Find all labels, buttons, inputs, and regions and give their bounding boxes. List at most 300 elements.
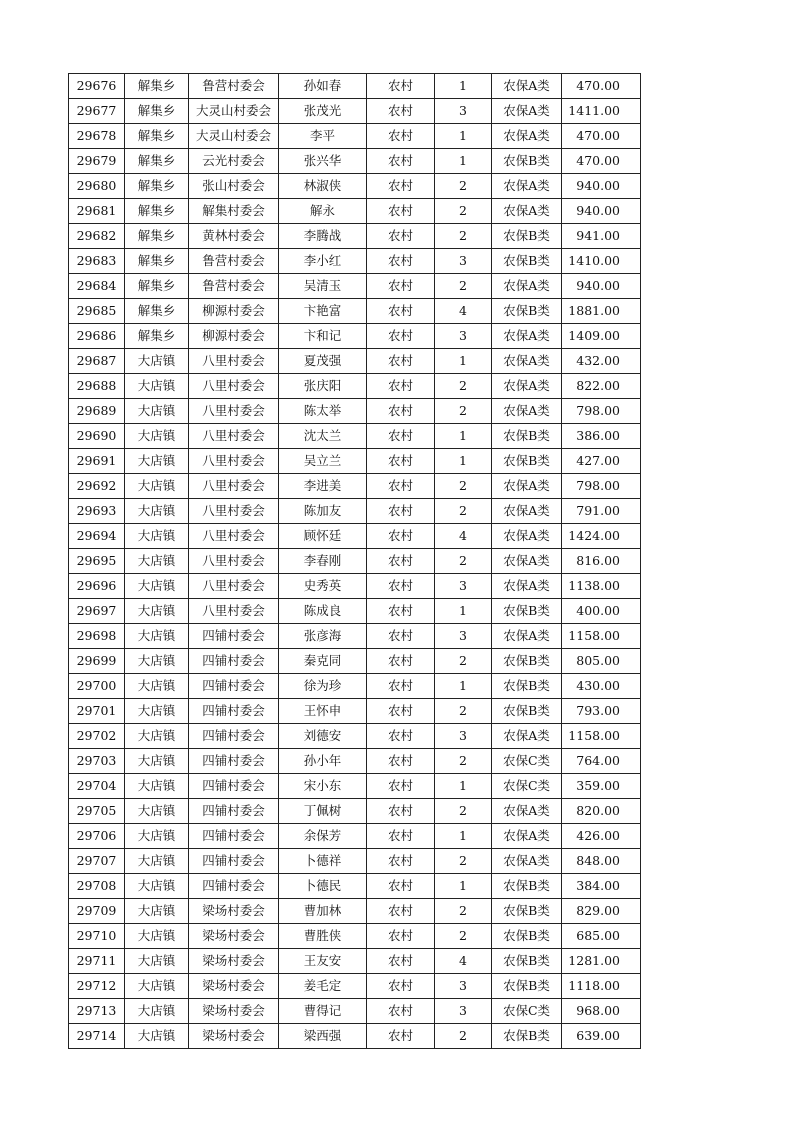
cell-town: 大店镇 <box>125 599 189 624</box>
cell-person-name: 沈太兰 <box>279 424 367 449</box>
cell-town: 大店镇 <box>125 349 189 374</box>
cell-amount: 793.00 <box>562 699 641 724</box>
cell-town: 解集乡 <box>125 124 189 149</box>
cell-area-type: 农村 <box>367 749 435 774</box>
cell-person-name: 陈成良 <box>279 599 367 624</box>
cell-town: 解集乡 <box>125 224 189 249</box>
cell-town: 解集乡 <box>125 99 189 124</box>
cell-village-committee: 八里村委会 <box>189 574 279 599</box>
cell-town: 大店镇 <box>125 624 189 649</box>
table-row <box>69 224 641 249</box>
cell-area-type: 农村 <box>367 249 435 274</box>
cell-area-type: 农村 <box>367 149 435 174</box>
cell-household-count: 1 <box>435 824 492 849</box>
cell-town: 大店镇 <box>125 924 189 949</box>
cell-insurance-category: 农保A类 <box>492 474 562 499</box>
cell-amount: 805.00 <box>562 649 641 674</box>
cell-record-id: 29691 <box>69 449 125 474</box>
cell-amount: 968.00 <box>562 999 641 1024</box>
cell-village-committee: 四铺村委会 <box>189 799 279 824</box>
cell-amount: 427.00 <box>562 449 641 474</box>
cell-household-count: 3 <box>435 99 492 124</box>
table-row <box>69 974 641 999</box>
cell-person-name: 孙如春 <box>279 74 367 99</box>
cell-household-count: 1 <box>435 674 492 699</box>
cell-area-type: 农村 <box>367 924 435 949</box>
cell-household-count: 3 <box>435 724 492 749</box>
cell-record-id: 29689 <box>69 399 125 424</box>
cell-amount: 639.00 <box>562 1024 641 1049</box>
cell-village-committee: 梁场村委会 <box>189 999 279 1024</box>
cell-area-type: 农村 <box>367 849 435 874</box>
cell-insurance-category: 农保A类 <box>492 349 562 374</box>
table-row <box>69 74 641 99</box>
cell-town: 解集乡 <box>125 199 189 224</box>
cell-area-type: 农村 <box>367 949 435 974</box>
cell-area-type: 农村 <box>367 624 435 649</box>
table-body <box>69 74 641 1049</box>
cell-insurance-category: 农保B类 <box>492 599 562 624</box>
table-row <box>69 124 641 149</box>
cell-amount: 1410.00 <box>562 249 641 274</box>
cell-town: 大店镇 <box>125 474 189 499</box>
cell-record-id: 29703 <box>69 749 125 774</box>
table-row <box>69 724 641 749</box>
cell-amount: 470.00 <box>562 124 641 149</box>
cell-household-count: 1 <box>435 424 492 449</box>
cell-insurance-category: 农保A类 <box>492 274 562 299</box>
cell-village-committee: 云光村委会 <box>189 149 279 174</box>
cell-record-id: 29682 <box>69 224 125 249</box>
cell-record-id: 29688 <box>69 374 125 399</box>
cell-record-id: 29700 <box>69 674 125 699</box>
cell-town: 解集乡 <box>125 274 189 299</box>
cell-village-committee: 四铺村委会 <box>189 849 279 874</box>
cell-village-committee: 四铺村委会 <box>189 824 279 849</box>
cell-insurance-category: 农保A类 <box>492 799 562 824</box>
cell-insurance-category: 农保C类 <box>492 749 562 774</box>
cell-town: 大店镇 <box>125 674 189 699</box>
table-row <box>69 99 641 124</box>
cell-household-count: 2 <box>435 849 492 874</box>
cell-record-id: 29706 <box>69 824 125 849</box>
cell-person-name: 李腾战 <box>279 224 367 249</box>
cell-record-id: 29680 <box>69 174 125 199</box>
cell-village-committee: 梁场村委会 <box>189 924 279 949</box>
cell-person-name: 李春刚 <box>279 549 367 574</box>
cell-amount: 764.00 <box>562 749 641 774</box>
cell-area-type: 农村 <box>367 649 435 674</box>
cell-area-type: 农村 <box>367 349 435 374</box>
cell-amount: 940.00 <box>562 274 641 299</box>
cell-person-name: 卜德祥 <box>279 849 367 874</box>
cell-insurance-category: 农保B类 <box>492 924 562 949</box>
cell-area-type: 农村 <box>367 199 435 224</box>
table-row <box>69 424 641 449</box>
cell-person-name: 张彦海 <box>279 624 367 649</box>
cell-record-id: 29696 <box>69 574 125 599</box>
cell-area-type: 农村 <box>367 774 435 799</box>
cell-person-name: 宋小东 <box>279 774 367 799</box>
cell-person-name: 曹得记 <box>279 999 367 1024</box>
cell-amount: 1881.00 <box>562 299 641 324</box>
cell-insurance-category: 农保A类 <box>492 499 562 524</box>
table-row <box>69 874 641 899</box>
cell-town: 大店镇 <box>125 424 189 449</box>
cell-town: 大店镇 <box>125 724 189 749</box>
table-row <box>69 549 641 574</box>
cell-village-committee: 四铺村委会 <box>189 624 279 649</box>
cell-area-type: 农村 <box>367 99 435 124</box>
table-row <box>69 349 641 374</box>
cell-area-type: 农村 <box>367 299 435 324</box>
cell-household-count: 2 <box>435 549 492 574</box>
cell-area-type: 农村 <box>367 999 435 1024</box>
cell-town: 大店镇 <box>125 824 189 849</box>
cell-village-committee: 大灵山村委会 <box>189 124 279 149</box>
cell-amount: 1158.00 <box>562 624 641 649</box>
table-row <box>69 399 641 424</box>
table-row <box>69 249 641 274</box>
cell-village-committee: 八里村委会 <box>189 549 279 574</box>
cell-record-id: 29695 <box>69 549 125 574</box>
cell-insurance-category: 农保B类 <box>492 249 562 274</box>
cell-household-count: 2 <box>435 649 492 674</box>
cell-town: 大店镇 <box>125 374 189 399</box>
cell-village-committee: 四铺村委会 <box>189 749 279 774</box>
cell-insurance-category: 农保B类 <box>492 1024 562 1049</box>
cell-person-name: 余保芳 <box>279 824 367 849</box>
cell-town: 大店镇 <box>125 749 189 774</box>
cell-amount: 798.00 <box>562 399 641 424</box>
cell-insurance-category: 农保B类 <box>492 649 562 674</box>
cell-record-id: 29699 <box>69 649 125 674</box>
cell-record-id: 29685 <box>69 299 125 324</box>
table-row <box>69 199 641 224</box>
cell-household-count: 2 <box>435 174 492 199</box>
cell-amount: 940.00 <box>562 174 641 199</box>
cell-village-committee: 柳源村委会 <box>189 299 279 324</box>
table-row <box>69 849 641 874</box>
cell-record-id: 29676 <box>69 74 125 99</box>
cell-person-name: 吴立兰 <box>279 449 367 474</box>
cell-amount: 470.00 <box>562 74 641 99</box>
cell-area-type: 农村 <box>367 449 435 474</box>
cell-village-committee: 鲁营村委会 <box>189 74 279 99</box>
cell-household-count: 2 <box>435 699 492 724</box>
cell-person-name: 曹胜侠 <box>279 924 367 949</box>
cell-area-type: 农村 <box>367 374 435 399</box>
cell-town: 解集乡 <box>125 74 189 99</box>
cell-insurance-category: 农保A类 <box>492 374 562 399</box>
cell-insurance-category: 农保A类 <box>492 624 562 649</box>
cell-amount: 791.00 <box>562 499 641 524</box>
cell-village-committee: 四铺村委会 <box>189 724 279 749</box>
cell-household-count: 1 <box>435 874 492 899</box>
cell-village-committee: 四铺村委会 <box>189 874 279 899</box>
table-row <box>69 699 641 724</box>
cell-insurance-category: 农保A类 <box>492 549 562 574</box>
cell-area-type: 农村 <box>367 499 435 524</box>
cell-amount: 1281.00 <box>562 949 641 974</box>
cell-record-id: 29678 <box>69 124 125 149</box>
cell-town: 解集乡 <box>125 174 189 199</box>
cell-household-count: 3 <box>435 974 492 999</box>
cell-household-count: 3 <box>435 574 492 599</box>
cell-person-name: 史秀英 <box>279 574 367 599</box>
cell-village-committee: 梁场村委会 <box>189 974 279 999</box>
cell-insurance-category: 农保B类 <box>492 224 562 249</box>
cell-insurance-category: 农保A类 <box>492 324 562 349</box>
cell-record-id: 29709 <box>69 899 125 924</box>
cell-village-committee: 鲁营村委会 <box>189 249 279 274</box>
cell-village-committee: 八里村委会 <box>189 524 279 549</box>
cell-household-count: 2 <box>435 1024 492 1049</box>
cell-town: 解集乡 <box>125 149 189 174</box>
table-row <box>69 174 641 199</box>
cell-household-count: 2 <box>435 224 492 249</box>
cell-person-name: 卞和记 <box>279 324 367 349</box>
cell-record-id: 29697 <box>69 599 125 624</box>
cell-town: 大店镇 <box>125 999 189 1024</box>
cell-amount: 1158.00 <box>562 724 641 749</box>
cell-insurance-category: 农保A类 <box>492 724 562 749</box>
cell-person-name: 徐为珍 <box>279 674 367 699</box>
cell-amount: 1424.00 <box>562 524 641 549</box>
cell-town: 大店镇 <box>125 874 189 899</box>
cell-household-count: 3 <box>435 324 492 349</box>
table-row <box>69 599 641 624</box>
cell-insurance-category: 农保A类 <box>492 99 562 124</box>
cell-area-type: 农村 <box>367 699 435 724</box>
cell-record-id: 29687 <box>69 349 125 374</box>
cell-village-committee: 八里村委会 <box>189 349 279 374</box>
cell-record-id: 29711 <box>69 949 125 974</box>
cell-village-committee: 大灵山村委会 <box>189 99 279 124</box>
cell-village-committee: 四铺村委会 <box>189 649 279 674</box>
cell-area-type: 农村 <box>367 74 435 99</box>
table-row <box>69 899 641 924</box>
cell-person-name: 夏茂强 <box>279 349 367 374</box>
cell-record-id: 29707 <box>69 849 125 874</box>
cell-amount: 400.00 <box>562 599 641 624</box>
cell-village-committee: 解集村委会 <box>189 199 279 224</box>
cell-insurance-category: 农保A类 <box>492 849 562 874</box>
cell-person-name: 张兴华 <box>279 149 367 174</box>
cell-amount: 829.00 <box>562 899 641 924</box>
cell-village-committee: 八里村委会 <box>189 499 279 524</box>
cell-person-name: 曹加林 <box>279 899 367 924</box>
cell-insurance-category: 农保A类 <box>492 524 562 549</box>
cell-person-name: 陈加友 <box>279 499 367 524</box>
cell-record-id: 29677 <box>69 99 125 124</box>
cell-village-committee: 八里村委会 <box>189 399 279 424</box>
cell-household-count: 2 <box>435 399 492 424</box>
cell-household-count: 4 <box>435 524 492 549</box>
cell-person-name: 刘德安 <box>279 724 367 749</box>
cell-household-count: 1 <box>435 349 492 374</box>
cell-person-name: 秦克同 <box>279 649 367 674</box>
cell-insurance-category: 农保A类 <box>492 399 562 424</box>
table-row <box>69 574 641 599</box>
table-row <box>69 749 641 774</box>
cell-amount: 798.00 <box>562 474 641 499</box>
cell-insurance-category: 农保B类 <box>492 149 562 174</box>
cell-area-type: 农村 <box>367 224 435 249</box>
cell-village-committee: 鲁营村委会 <box>189 274 279 299</box>
cell-amount: 386.00 <box>562 424 641 449</box>
cell-person-name: 李进美 <box>279 474 367 499</box>
cell-village-committee: 八里村委会 <box>189 474 279 499</box>
cell-record-id: 29705 <box>69 799 125 824</box>
cell-amount: 1118.00 <box>562 974 641 999</box>
cell-amount: 848.00 <box>562 849 641 874</box>
cell-record-id: 29681 <box>69 199 125 224</box>
cell-town: 大店镇 <box>125 399 189 424</box>
cell-person-name: 梁西强 <box>279 1024 367 1049</box>
cell-household-count: 1 <box>435 449 492 474</box>
cell-person-name: 顾怀廷 <box>279 524 367 549</box>
cell-insurance-category: 农保A类 <box>492 199 562 224</box>
cell-village-committee: 梁场村委会 <box>189 1024 279 1049</box>
cell-area-type: 农村 <box>367 974 435 999</box>
cell-town: 大店镇 <box>125 499 189 524</box>
table-row <box>69 474 641 499</box>
cell-household-count: 2 <box>435 374 492 399</box>
cell-insurance-category: 农保A类 <box>492 174 562 199</box>
cell-record-id: 29702 <box>69 724 125 749</box>
cell-area-type: 农村 <box>367 474 435 499</box>
cell-insurance-category: 农保C类 <box>492 999 562 1024</box>
cell-area-type: 农村 <box>367 874 435 899</box>
cell-record-id: 29698 <box>69 624 125 649</box>
cell-amount: 426.00 <box>562 824 641 849</box>
cell-amount: 820.00 <box>562 799 641 824</box>
cell-household-count: 3 <box>435 624 492 649</box>
cell-town: 大店镇 <box>125 1024 189 1049</box>
cell-area-type: 农村 <box>367 574 435 599</box>
cell-town: 大店镇 <box>125 449 189 474</box>
cell-record-id: 29704 <box>69 774 125 799</box>
cell-household-count: 4 <box>435 949 492 974</box>
cell-area-type: 农村 <box>367 724 435 749</box>
cell-household-count: 1 <box>435 774 492 799</box>
cell-person-name: 解永 <box>279 199 367 224</box>
cell-household-count: 3 <box>435 249 492 274</box>
cell-record-id: 29683 <box>69 249 125 274</box>
cell-village-committee: 四铺村委会 <box>189 699 279 724</box>
cell-village-committee: 梁场村委会 <box>189 899 279 924</box>
cell-person-name: 卜德民 <box>279 874 367 899</box>
cell-person-name: 姜毛定 <box>279 974 367 999</box>
cell-insurance-category: 农保B类 <box>492 699 562 724</box>
table-row <box>69 324 641 349</box>
cell-area-type: 农村 <box>367 899 435 924</box>
cell-household-count: 2 <box>435 199 492 224</box>
cell-town: 大店镇 <box>125 949 189 974</box>
cell-area-type: 农村 <box>367 174 435 199</box>
table-row <box>69 299 641 324</box>
table-row <box>69 449 641 474</box>
cell-area-type: 农村 <box>367 599 435 624</box>
cell-village-committee: 四铺村委会 <box>189 674 279 699</box>
cell-household-count: 3 <box>435 999 492 1024</box>
table-row <box>69 949 641 974</box>
cell-person-name: 陈太举 <box>279 399 367 424</box>
cell-person-name: 王友安 <box>279 949 367 974</box>
cell-insurance-category: 农保A类 <box>492 824 562 849</box>
cell-area-type: 农村 <box>367 324 435 349</box>
table-row <box>69 1024 641 1049</box>
cell-household-count: 2 <box>435 899 492 924</box>
cell-person-name: 卞艳富 <box>279 299 367 324</box>
cell-record-id: 29710 <box>69 924 125 949</box>
cell-amount: 1409.00 <box>562 324 641 349</box>
table-row <box>69 924 641 949</box>
cell-insurance-category: 农保C类 <box>492 774 562 799</box>
cell-town: 大店镇 <box>125 699 189 724</box>
cell-person-name: 吴清玉 <box>279 274 367 299</box>
cell-person-name: 孙小年 <box>279 749 367 774</box>
cell-area-type: 农村 <box>367 799 435 824</box>
cell-town: 大店镇 <box>125 849 189 874</box>
table-row <box>69 799 641 824</box>
cell-person-name: 李平 <box>279 124 367 149</box>
table-row <box>69 524 641 549</box>
table-row <box>69 149 641 174</box>
cell-record-id: 29692 <box>69 474 125 499</box>
cell-town: 大店镇 <box>125 799 189 824</box>
cell-area-type: 农村 <box>367 399 435 424</box>
cell-person-name: 林淑侠 <box>279 174 367 199</box>
cell-person-name: 李小红 <box>279 249 367 274</box>
cell-household-count: 2 <box>435 799 492 824</box>
cell-amount: 685.00 <box>562 924 641 949</box>
table-row <box>69 499 641 524</box>
cell-person-name: 张庆阳 <box>279 374 367 399</box>
cell-insurance-category: 农保B类 <box>492 949 562 974</box>
cell-insurance-category: 农保B类 <box>492 674 562 699</box>
cell-insurance-category: 农保A类 <box>492 124 562 149</box>
cell-record-id: 29714 <box>69 1024 125 1049</box>
table-row <box>69 374 641 399</box>
table-row <box>69 999 641 1024</box>
cell-town: 解集乡 <box>125 249 189 274</box>
cell-town: 大店镇 <box>125 899 189 924</box>
cell-area-type: 农村 <box>367 124 435 149</box>
table-row <box>69 649 641 674</box>
cell-village-committee: 柳源村委会 <box>189 324 279 349</box>
table-row <box>69 774 641 799</box>
cell-record-id: 29679 <box>69 149 125 174</box>
cell-record-id: 29690 <box>69 424 125 449</box>
cell-village-committee: 八里村委会 <box>189 449 279 474</box>
cell-record-id: 29693 <box>69 499 125 524</box>
cell-village-committee: 八里村委会 <box>189 374 279 399</box>
cell-town: 大店镇 <box>125 649 189 674</box>
cell-amount: 384.00 <box>562 874 641 899</box>
cell-area-type: 农村 <box>367 674 435 699</box>
cell-insurance-category: 农保B类 <box>492 449 562 474</box>
cell-household-count: 4 <box>435 299 492 324</box>
cell-village-committee: 黄林村委会 <box>189 224 279 249</box>
cell-town: 解集乡 <box>125 324 189 349</box>
cell-household-count: 2 <box>435 474 492 499</box>
cell-insurance-category: 农保B类 <box>492 974 562 999</box>
cell-area-type: 农村 <box>367 824 435 849</box>
cell-town: 大店镇 <box>125 524 189 549</box>
cell-record-id: 29684 <box>69 274 125 299</box>
